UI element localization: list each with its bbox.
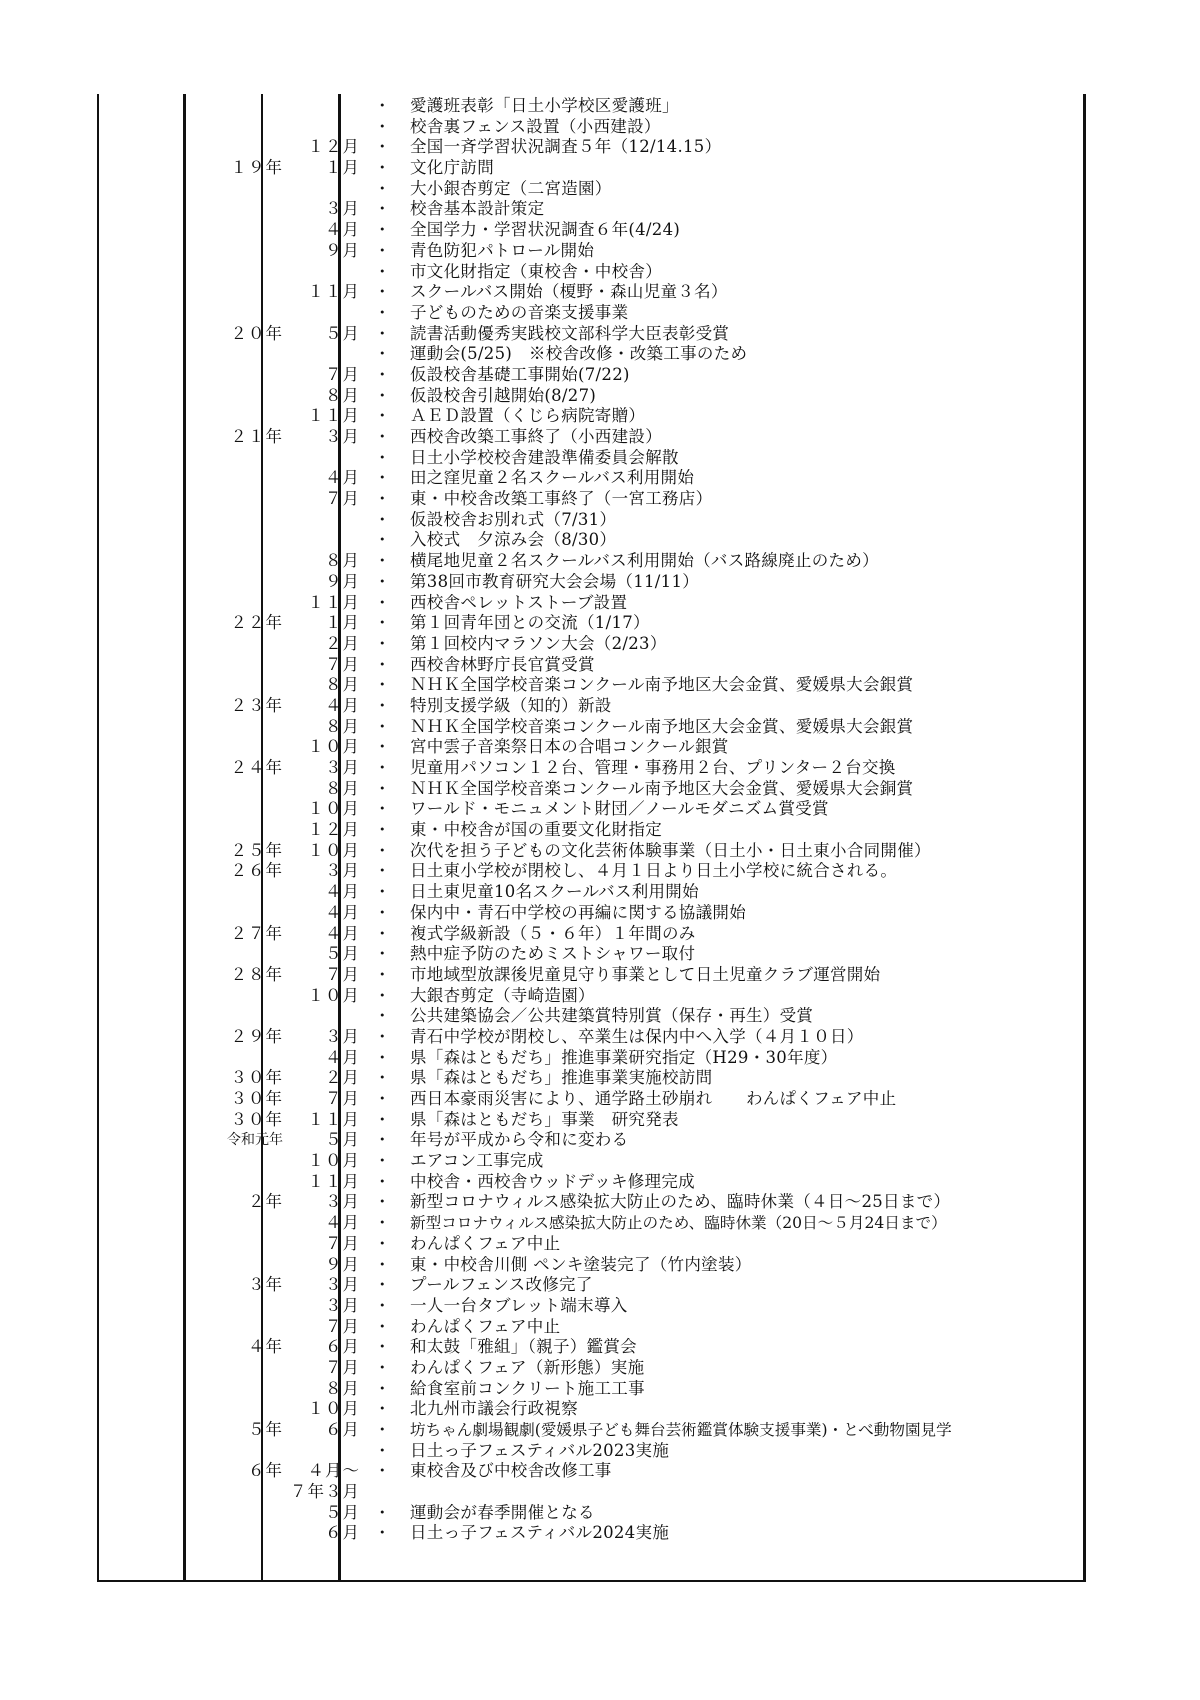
bullet-mark: ・ xyxy=(374,1378,391,1398)
table-row xyxy=(97,282,1086,303)
bullet-mark: ・ xyxy=(374,799,391,819)
bullet-mark: ・ xyxy=(374,675,391,695)
month-cell: ７月 xyxy=(325,1089,360,1108)
event-text: ＮＨＫ全国学校音楽コンクール南予地区大会金賞、愛媛県大会銅賞 xyxy=(410,778,914,798)
table-row xyxy=(97,199,1086,220)
event-text: 保内中・青石中学校の再編に関する協議開始 xyxy=(410,902,746,922)
event-text: 東・中校舎川側 ペンキ塗装完了（竹内塗装） xyxy=(410,1254,752,1274)
month-cell: １０月 xyxy=(307,1151,360,1171)
table-row xyxy=(97,944,1086,965)
event-text: 田之窪児童２名スクールバス利用開始 xyxy=(410,468,695,488)
month-cell: ４月 xyxy=(325,1213,360,1233)
month-cell: １月 xyxy=(325,158,360,178)
month-cell: ８月 xyxy=(325,551,360,571)
bullet-mark: ・ xyxy=(374,923,391,943)
bullet-mark: ・ xyxy=(374,468,391,488)
month-cell: １０月 xyxy=(307,799,360,819)
table-row xyxy=(97,1337,1086,1358)
event-text: 仮設校舎引越開始(8/27) xyxy=(410,385,597,405)
table-row xyxy=(97,1296,1086,1317)
year-cell: ３０年 xyxy=(230,1068,283,1088)
table-row xyxy=(97,406,1086,427)
table-row xyxy=(97,1151,1086,1172)
month-cell: ６月 xyxy=(325,1523,360,1543)
bullet-mark: ・ xyxy=(374,178,391,198)
table-row xyxy=(97,510,1086,531)
event-text: 東校舎及び中校舎改修工事 xyxy=(410,1461,612,1481)
bullet-mark: ・ xyxy=(374,1026,391,1046)
bullet-mark: ・ xyxy=(374,613,391,633)
event-text: 入校式 夕涼み会（8/30） xyxy=(410,530,617,550)
bullet-mark: ・ xyxy=(374,1233,391,1253)
year-cell: ２９年 xyxy=(230,1026,283,1046)
event-text: 特別支援学級（知的）新設 xyxy=(410,695,612,715)
month-cell: ４月 xyxy=(325,1047,360,1067)
year-cell: ３０年 xyxy=(230,1089,283,1108)
bullet-mark: ・ xyxy=(374,571,391,591)
month-cell: ４月～ xyxy=(307,1461,360,1481)
table-row xyxy=(97,924,1086,945)
table-row xyxy=(97,1275,1086,1296)
year-cell: ５年 xyxy=(248,1420,283,1439)
month-cell: １２月 xyxy=(307,137,360,157)
event-text: ＮＨＫ全国学校音楽コンクール南予地区大会金賞、愛媛県大会銀賞 xyxy=(410,716,914,736)
event-text: 仮設校舎基礎工事開始(7/22) xyxy=(410,364,630,384)
year-cell: ２年 xyxy=(248,1192,283,1212)
event-text: 青色防犯パトロール開始 xyxy=(410,240,595,260)
bullet-mark: ・ xyxy=(374,1151,391,1171)
month-cell: ３月 xyxy=(325,861,360,881)
month-cell: ３月 xyxy=(325,427,360,446)
event-text: 宮中雲子音楽祭日本の合唱コンクール銀賞 xyxy=(410,737,729,757)
month-cell: ２月 xyxy=(325,633,360,653)
event-text: 文化庁訪問 xyxy=(410,158,494,178)
month-cell: ７月 xyxy=(325,1316,360,1336)
bullet-mark: ・ xyxy=(374,1109,391,1129)
month-cell: ３月 xyxy=(325,199,360,219)
event-text: 西校舎林野庁長官賞受賞 xyxy=(410,654,595,674)
table-row xyxy=(97,448,1086,469)
month-cell: ４月 xyxy=(325,902,360,922)
table-row xyxy=(97,1523,1086,1544)
bullet-mark: ・ xyxy=(374,1295,391,1315)
event-text: 県「森はともだち」事業 研究発表 xyxy=(410,1109,679,1129)
month-cell: ８月 xyxy=(325,385,360,405)
month-cell: ７月 xyxy=(325,1233,360,1253)
month-cell: ３月 xyxy=(325,758,360,777)
event-text: 青石中学校が閉校し、卒業生は保内中へ入学（４月１０日） xyxy=(410,1026,864,1046)
month-cell: ６月 xyxy=(325,1420,360,1439)
event-text: わんぱくフェア中止 xyxy=(410,1233,561,1253)
table-row xyxy=(97,1234,1086,1255)
event-text: 熱中症予防のためミストシャワー取付 xyxy=(410,944,696,964)
month-cell: ３月 xyxy=(325,1026,360,1046)
table-row xyxy=(97,634,1086,655)
bullet-mark: ・ xyxy=(374,1089,391,1108)
event-text: 北九州市議会行政視察 xyxy=(410,1399,578,1419)
event-text: 日土っ子フェスティバル2024実施 xyxy=(410,1523,670,1543)
bullet-mark: ・ xyxy=(374,716,391,736)
bullet-mark: ・ xyxy=(374,1337,391,1357)
month-cell: ７月 xyxy=(325,1357,360,1377)
bullet-mark: ・ xyxy=(374,364,391,384)
event-text: 坊ちゃん劇場観劇(愛媛県子ども舞台芸術鑑賞体験支援事業)・とべ動物園見学 xyxy=(410,1421,952,1439)
month-cell: １１月 xyxy=(307,1171,360,1191)
table-row xyxy=(97,468,1086,489)
month-cell: ７月 xyxy=(325,489,360,509)
event-text: わんぱくフェア（新形態）実施 xyxy=(410,1357,645,1377)
bullet-mark: ・ xyxy=(374,137,391,157)
table-row xyxy=(97,986,1086,1007)
table-row xyxy=(97,1068,1086,1089)
event-text: 全国学力・学習状況調査６年(4/24) xyxy=(410,220,681,240)
table-row xyxy=(97,903,1086,924)
event-text: プールフェンス改修完了 xyxy=(410,1275,593,1295)
event-text: ワールド・モニュメント財団／ノールモダニズム賞受賞 xyxy=(410,799,829,819)
bullet-mark: ・ xyxy=(374,1006,391,1026)
month-cell: １１月 xyxy=(307,592,360,612)
bullet-mark: ・ xyxy=(374,240,391,260)
table-row xyxy=(97,861,1086,882)
event-text: 第１回校内マラソン大会（2/23） xyxy=(410,633,667,653)
bullet-mark: ・ xyxy=(374,633,391,653)
bullet-mark: ・ xyxy=(374,737,391,757)
event-text: 西校舎ペレットストーブ設置 xyxy=(410,592,628,612)
month-cell: ９月 xyxy=(325,1254,360,1274)
year-cell: ２６年 xyxy=(230,861,283,881)
event-text: 日土っ子フェスティバル2023実施 xyxy=(410,1440,670,1460)
table-row xyxy=(97,1192,1086,1213)
table-row xyxy=(97,1006,1086,1027)
month-cell: ７月 xyxy=(325,964,360,984)
event-text: 和太鼓「雅組」（親子）鑑賞会 xyxy=(410,1337,637,1357)
bullet-mark: ・ xyxy=(374,1213,391,1233)
year-cell: ２２年 xyxy=(230,613,283,633)
month-cell: ５月 xyxy=(325,1130,360,1150)
table-row xyxy=(97,1482,1086,1503)
table-row xyxy=(97,530,1086,551)
table-row xyxy=(97,241,1086,262)
table-row xyxy=(97,779,1086,800)
year-cell: ２８年 xyxy=(230,964,283,984)
year-cell: ２５年 xyxy=(230,840,283,860)
history-table xyxy=(97,94,1086,1582)
month-cell: ８月 xyxy=(325,675,360,695)
table-row xyxy=(97,655,1086,676)
bullet-mark: ・ xyxy=(374,509,391,529)
year-cell: ４年 xyxy=(248,1337,283,1357)
event-text: 第１回青年団との交流（1/17） xyxy=(410,613,650,633)
bullet-mark: ・ xyxy=(374,778,391,798)
year-cell: １９年 xyxy=(230,158,283,178)
month-cell: ５月 xyxy=(325,1502,360,1522)
event-text: わんぱくフェア中止 xyxy=(410,1316,561,1336)
bullet-mark: ・ xyxy=(374,985,391,1005)
month-cell: ３月 xyxy=(325,1275,360,1295)
month-cell: ４月 xyxy=(325,882,360,902)
event-text: 日土東児童10名スクールバス利用開始 xyxy=(410,882,699,902)
table-row xyxy=(97,882,1086,903)
year-cell: ２１年 xyxy=(230,427,283,446)
bullet-mark: ・ xyxy=(374,944,391,964)
table-row xyxy=(97,758,1086,779)
table-row xyxy=(97,1358,1086,1379)
bullet-mark: ・ xyxy=(374,1316,391,1336)
table-row xyxy=(97,572,1086,593)
event-text: 市文化財指定（東校舎・中校舎） xyxy=(410,261,662,281)
bullet-mark: ・ xyxy=(374,1171,391,1191)
event-text: 東・中校舎が国の重要文化財指定 xyxy=(410,820,662,840)
bullet-mark: ・ xyxy=(374,427,391,446)
bullet-mark: ・ xyxy=(374,861,391,881)
table-row xyxy=(97,593,1086,614)
table-row xyxy=(97,1048,1086,1069)
month-cell: １０月 xyxy=(307,840,360,860)
event-text: 新型コロナウィルス感染拡大防止のため、臨時休業（20日～５月24日まで） xyxy=(410,1214,947,1233)
month-cell: １０月 xyxy=(307,985,360,1005)
event-text: 大小銀杏剪定（二宮造園） xyxy=(410,178,612,198)
month-cell: ９月 xyxy=(325,240,360,260)
event-text: 一人一台タブレット端末導入 xyxy=(410,1295,628,1315)
month-cell: ７月 xyxy=(325,364,360,384)
event-text: 市地域型放課後児童見守り事業として日土児童クラブ運営開始 xyxy=(410,964,881,984)
year-cell: ２４年 xyxy=(230,758,283,777)
table-row xyxy=(97,1255,1086,1276)
table-row xyxy=(97,1503,1086,1524)
month-cell: １１月 xyxy=(307,1109,360,1129)
table-row xyxy=(97,179,1086,200)
month-cell: １１月 xyxy=(307,282,360,302)
month-cell: ４月 xyxy=(325,923,360,943)
event-text: 児童用パソコン１２台、管理・事務用２台、プリンター２台交換 xyxy=(410,758,896,777)
table-row xyxy=(97,1172,1086,1193)
year-cell: ３０年 xyxy=(230,1109,283,1129)
event-text: 大銀杏剪定（寺崎造園） xyxy=(410,985,595,1005)
bullet-mark: ・ xyxy=(374,902,391,922)
table-row xyxy=(97,158,1086,179)
event-text: 日土東小学校が閉校し、４月１日より日土小学校に統合される。 xyxy=(410,861,898,881)
table-row xyxy=(97,96,1086,117)
table-row xyxy=(97,344,1086,365)
bullet-mark: ・ xyxy=(374,1047,391,1067)
table-row xyxy=(97,324,1086,345)
bullet-mark: ・ xyxy=(374,1357,391,1377)
event-text: 次代を担う子どもの文化芸術体験事業（日土小・日土東小合同開催） xyxy=(410,840,931,860)
table-row xyxy=(97,696,1086,717)
event-text: エアコン工事完成 xyxy=(410,1151,544,1171)
bullet-mark: ・ xyxy=(374,282,391,302)
year-cell: ６年 xyxy=(248,1461,283,1481)
month-cell: １０月 xyxy=(307,1399,360,1419)
bullet-mark: ・ xyxy=(374,1130,391,1150)
event-text: 校舎基本設計策定 xyxy=(410,199,545,219)
table-row xyxy=(97,965,1086,986)
bullet-mark: ・ xyxy=(374,1068,391,1088)
bullet-mark: ・ xyxy=(374,1254,391,1274)
bullet-mark: ・ xyxy=(374,199,391,219)
event-text: スクールバス開始（榎野・森山児童３名） xyxy=(410,282,728,302)
table-row xyxy=(97,841,1086,862)
month-cell: ３月 xyxy=(325,1192,360,1212)
bullet-mark: ・ xyxy=(374,820,391,840)
event-text: 公共建築協会／公共建築賞特別賞（保存・再生）受賞 xyxy=(410,1006,814,1026)
table-row xyxy=(97,489,1086,510)
event-text: 運動会が春季開催となる xyxy=(410,1502,595,1522)
table-row xyxy=(97,820,1086,841)
table-row xyxy=(97,220,1086,241)
table-row xyxy=(97,1317,1086,1338)
table-row xyxy=(97,386,1086,407)
bullet-mark: ・ xyxy=(374,551,391,571)
month-cell: ２月 xyxy=(325,1068,360,1088)
event-text: 新型コロナウィルス感染拡大防止のため、臨時休業（４日～25日まで） xyxy=(410,1192,951,1212)
bullet-mark: ・ xyxy=(374,1440,391,1460)
month-cell: １０月 xyxy=(307,737,360,757)
table-row xyxy=(97,551,1086,572)
table-row xyxy=(97,1441,1086,1462)
bullet-mark: ・ xyxy=(374,96,391,115)
month-cell: ８月 xyxy=(325,778,360,798)
bullet-mark: ・ xyxy=(374,447,391,467)
table-bottom-border xyxy=(97,1580,1086,1582)
bullet-mark: ・ xyxy=(374,695,391,715)
event-text: 愛護班表彰「日土小学校区愛護班」 xyxy=(410,96,679,115)
table-row xyxy=(97,1461,1086,1482)
year-cell: ２３年 xyxy=(230,695,283,715)
event-text: 東・中校舎改築工事終了（一宮工務店） xyxy=(410,489,713,509)
event-text: 全国一斉学習状況調査５年（12/14.15） xyxy=(410,137,722,157)
event-text: 中校舎・西校舎ウッドデッキ修理完成 xyxy=(410,1171,695,1191)
event-text: 給食室前コンクリート施工工事 xyxy=(410,1378,645,1398)
bullet-mark: ・ xyxy=(374,323,391,343)
month-cell: ８月 xyxy=(325,716,360,736)
bullet-mark: ・ xyxy=(374,261,391,281)
event-text: 子どものための音楽支援事業 xyxy=(410,302,629,322)
month-cell: ９月 xyxy=(325,571,360,591)
month-cell: ４月 xyxy=(325,220,360,240)
table-row xyxy=(97,1213,1086,1234)
bullet-mark: ・ xyxy=(374,489,391,509)
table-row xyxy=(97,717,1086,738)
table-row xyxy=(97,262,1086,283)
bullet-mark: ・ xyxy=(374,302,391,322)
bullet-mark: ・ xyxy=(374,654,391,674)
year-cell: ２０年 xyxy=(230,323,283,343)
year-cell: ２７年 xyxy=(230,923,283,943)
table-row xyxy=(97,1130,1086,1151)
event-text: 複式学級新設（５・６年）１年間のみ xyxy=(410,923,696,943)
bullet-mark: ・ xyxy=(374,220,391,240)
bullet-mark: ・ xyxy=(374,1192,391,1212)
event-text: 年号が平成から令和に変わる xyxy=(410,1130,629,1150)
bullet-mark: ・ xyxy=(374,840,391,860)
bullet-mark: ・ xyxy=(374,158,391,178)
table-row xyxy=(97,1379,1086,1400)
table-row xyxy=(97,675,1086,696)
month-cell: ７年３月 xyxy=(290,1482,360,1502)
bullet-mark: ・ xyxy=(374,964,391,984)
table-row xyxy=(97,1420,1086,1441)
month-cell: ４月 xyxy=(325,695,360,715)
table-row xyxy=(97,427,1086,448)
event-text: ＮＨＫ全国学校音楽コンクール南予地区大会金賞、愛媛県大会銀賞 xyxy=(410,675,914,695)
bullet-mark: ・ xyxy=(374,1461,391,1481)
bullet-mark: ・ xyxy=(374,1502,391,1522)
event-text: 県「森はともだち」推進事業実施校訪問 xyxy=(410,1068,713,1088)
month-cell: １２月 xyxy=(307,820,360,840)
bullet-mark: ・ xyxy=(374,1523,391,1543)
month-cell: ７月 xyxy=(325,654,360,674)
month-cell: １月 xyxy=(325,613,360,633)
month-cell: ５月 xyxy=(325,323,360,343)
month-cell: ４月 xyxy=(325,468,360,488)
month-cell: ６月 xyxy=(325,1337,360,1357)
table-row xyxy=(97,799,1086,820)
table-row xyxy=(97,1110,1086,1131)
bullet-mark: ・ xyxy=(374,758,391,777)
year-cell: 令和元年 xyxy=(227,1132,283,1149)
event-text: 西校舎改築工事終了（小西建設） xyxy=(410,427,662,446)
table-row xyxy=(97,1089,1086,1110)
bullet-mark: ・ xyxy=(374,116,391,136)
table-row xyxy=(97,137,1086,158)
bullet-mark: ・ xyxy=(374,530,391,550)
table-row xyxy=(97,117,1086,138)
event-text: 運動会(5/25) ※校舎改修・改築工事のため xyxy=(410,344,748,364)
table-row xyxy=(97,613,1086,634)
bullet-mark: ・ xyxy=(374,882,391,902)
event-text: 仮設校舎お別れ式（7/31） xyxy=(410,509,617,529)
bullet-mark: ・ xyxy=(374,406,391,426)
table-row xyxy=(97,303,1086,324)
month-cell: １１月 xyxy=(307,406,360,426)
month-cell: ８月 xyxy=(325,1378,360,1398)
event-text: 第38回市教育研究大会会場（11/11） xyxy=(410,571,700,591)
history-rows xyxy=(97,96,1086,1544)
bullet-mark: ・ xyxy=(374,1399,391,1419)
event-text: 校舎裏フェンス設置（小西建設） xyxy=(410,116,661,136)
bullet-mark: ・ xyxy=(374,592,391,612)
event-text: ＡＥＤ設置（くじら病院寄贈） xyxy=(410,406,646,426)
table-row xyxy=(97,737,1086,758)
year-cell: ３年 xyxy=(248,1275,283,1295)
event-text: 横尾地児童２名スクールバス利用開始（バス路線廃止のため） xyxy=(410,551,879,571)
event-text: 日土小学校校舎建設準備委員会解散 xyxy=(410,447,679,467)
event-text: 読書活動優秀実践校文部科学大臣表彰受賞 xyxy=(410,323,730,343)
table-row xyxy=(97,1399,1086,1420)
month-cell: ５月 xyxy=(325,944,360,964)
table-row xyxy=(97,1027,1086,1048)
bullet-mark: ・ xyxy=(374,385,391,405)
bullet-mark: ・ xyxy=(374,344,391,364)
bullet-mark: ・ xyxy=(374,1420,391,1439)
month-cell: ３月 xyxy=(325,1295,360,1315)
event-text: 西日本豪雨災害により、通学路土砂崩れ わんぱくフェア中止 xyxy=(410,1089,897,1108)
bullet-mark: ・ xyxy=(374,1275,391,1295)
table-row xyxy=(97,365,1086,386)
event-text: 県「森はともだち」推進事業研究指定（H29・30年度） xyxy=(410,1047,838,1067)
